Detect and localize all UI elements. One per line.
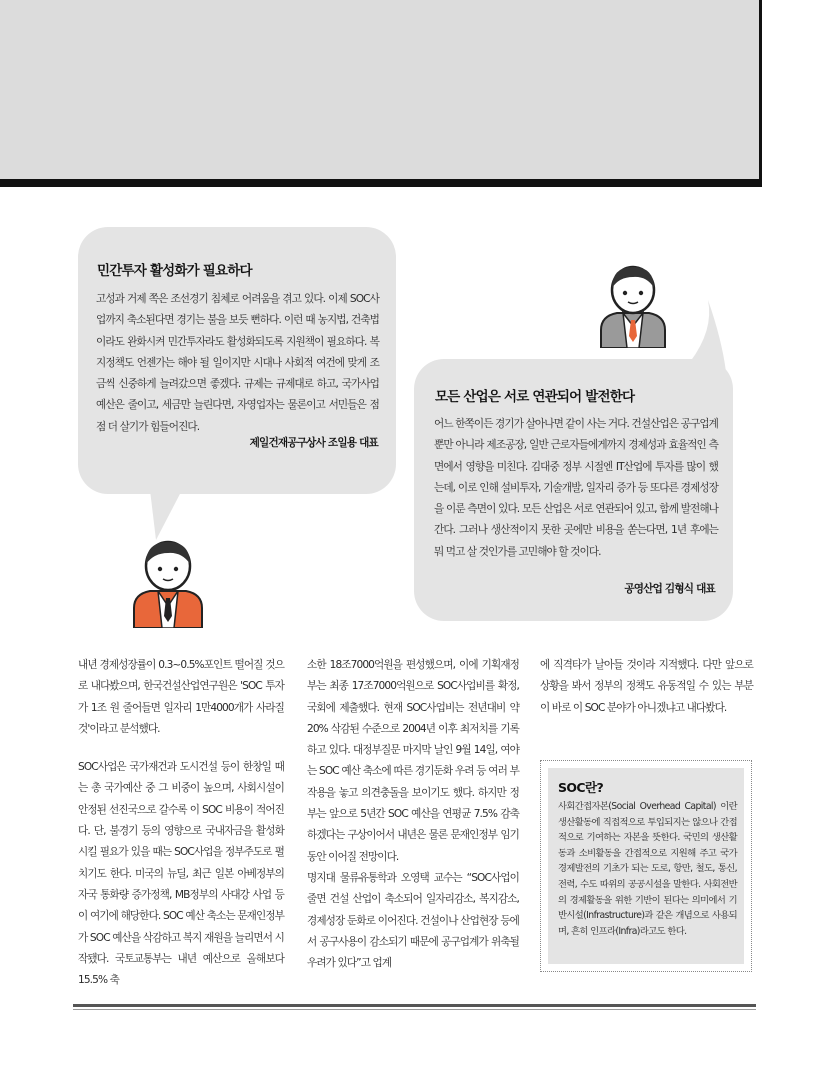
article-paragraph: 내년 경제성장률이 0.3~0.5%포인트 떨어질 것으로 내다봤으며, 한국건설산업연구원은 'SOC 투자가 1조 원 줄어들면 일자리 1만4000개가 사라질 것'이라고 분석했다. (78, 659, 284, 735)
article-paragraph: 명지대 물류유통학과 오영택 교수는 “SOC사업이 줄면 건설 산업이 축소되어 일자리감소, 복지감소, 경제성장 둔화로 이어진다. 건설이나 산업현장 등에서 공구사용이 감소되기 때문에 공구업계가 위축될 우려가 있다”고 업계 (307, 871, 519, 970)
person-avatar-gray-vest (597, 262, 669, 348)
article-column-3 (540, 655, 753, 736)
bubble-right-title: 모든 산업은 서로 연관되어 발전한다 (435, 389, 635, 405)
speech-bubble-right (414, 359, 733, 621)
bottom-divider (73, 1004, 756, 1007)
bubble-left-title: 민간투자 활성화가 필요하다 (97, 263, 252, 279)
article-paragraph: 에 직격타가 날아들 것이라 지적했다. 다만 앞으로 상황을 봐서 정부의 정책도 유동적일 수 있는 부분이 바로 이 SOC 분야가 아니겠냐고 내다봤다. (540, 659, 753, 714)
bubble-left-body: 고성과 거제 쪽은 조선경기 침체로 어려움을 겪고 있다. 이제 SOC사업까지 축소된다면 경기는 불을 보듯 뻔하다. 이런 때 농지법, 건축법이라도 완화시켜 민간투자라도 활성화되도록 지원책이 필요하다. 복지정책도 언젠가는 해야 될 일이지만 시대나 사회적 여건에 맞게 조금씩 신중하게 늘려갔으면 좋겠다. 규제는 규제대로 하고, 국가사업 예산은 줄이고, 세금만 늘린다면, 자영업자는 물론이고 서민들은 점점 더 살기가 힘들어진다. (96, 293, 379, 433)
bubble-right-body: 어느 한쪽이든 경기가 살아나면 같이 사는 거다. 건설산업은 공구업계 뿐만 아니라 제조공장, 일반 근로자들에게까지 경제성과 효율적인 측면에서 영향을 미친다. 김대중 정부 시절엔 IT산업에 투자를 많이 했는데, 이로 인해 설비투자, 기술개발, 일자리 증가 등 또다른 경제성장을 이룬 측면이 있다. 모든 산업은 서로 연관되어 있고, 함께 발전해나간다. 그러나 생산적이지 못한 곳에만 비용을 쏟는다면, 1년 후에는 뭐 먹고 살 것인가를 고민해야 할 것이다. (434, 418, 718, 558)
soc-definition-panel (548, 768, 744, 964)
bubble-right-signature: 공영산업 김형식 대표 (624, 583, 715, 595)
article-paragraph: SOC사업은 국가재건과 도시건설 등이 한창일 때는 총 국가예산 중 그 비중이 높으며, 사회시설이 안정된 선진국으로 갈수록 이 SOC 비용이 적어진다. 단, 불경기 등의 영향으로 국내자금을 활성화시킬 필요가 있을 때는 SOC사업을 정부주도로 펼치기도 한다. 미국의 뉴딜, 최근 일본 아베정부의 자국 통화량 증가정책, MB정부의 사대강 사업 등이 여기에 해당한다. SOC 예산 축소는 문재인정부가 SOC 예산을 삭감하고 복지 재원을 늘리면서 시작됐다. 국토교통부는 내년 예산으로 올해보다 15.5% 축 (78, 761, 284, 987)
bottom-divider-thin (73, 1009, 756, 1010)
soc-box-title: SOC란? (558, 780, 604, 795)
person-avatar-orange-vest (130, 536, 206, 628)
soc-box-body: 사회간접자본(Social Overhead Capital) 이란 생산활동에 직접적으로 투입되지는 않으나 간접적으로 기여하는 자본을 뜻한다. 국민의 생산활동과 소비활동을 간접적으로 지원해 주고 국가 경제발전의 기초가 되는 도로, 항만, 철도, 통신, 전력, 수도 따위의 공공시설을 말한다. 사회전반의 경제활동을 위한 기반이 된다는 의미에서 기반시설(Infrastructure)과 같은 개념으로 사용되며, 흔히 인프라(Infra)라고도 한다. (558, 801, 737, 937)
bubble-left-signature: 제일건재공구상사 조일용 대표 (249, 437, 378, 449)
article-column-2 (307, 655, 519, 991)
soc-definition-box (540, 760, 752, 972)
article-paragraph: 소한 18조7000억원을 편성했으며, 이에 기획재정부는 최종 17조7000억원으로 SOC사업비를 확정, 국회에 제출했다. 현재 SOC사업비는 전년대비 약 20% 삭감된 수준으로 2004년 이후 최저치를 기록하고 있다. 대정부질문 마지막 날인 9월 14일, 여야는 SOC 예산 축소에 따른 경기둔화 우려 등 여러 부작용을 놓고 의견충돌을 보이기도 했다. 하지만 정부는 앞으로 5년간 SOC 예산을 연평균 7.5% 감축하겠다는 구상이어서 내년은 물론 문재인정부 임기 동안 이어질 전망이다. (307, 659, 519, 863)
article-column-1 (78, 655, 284, 1008)
